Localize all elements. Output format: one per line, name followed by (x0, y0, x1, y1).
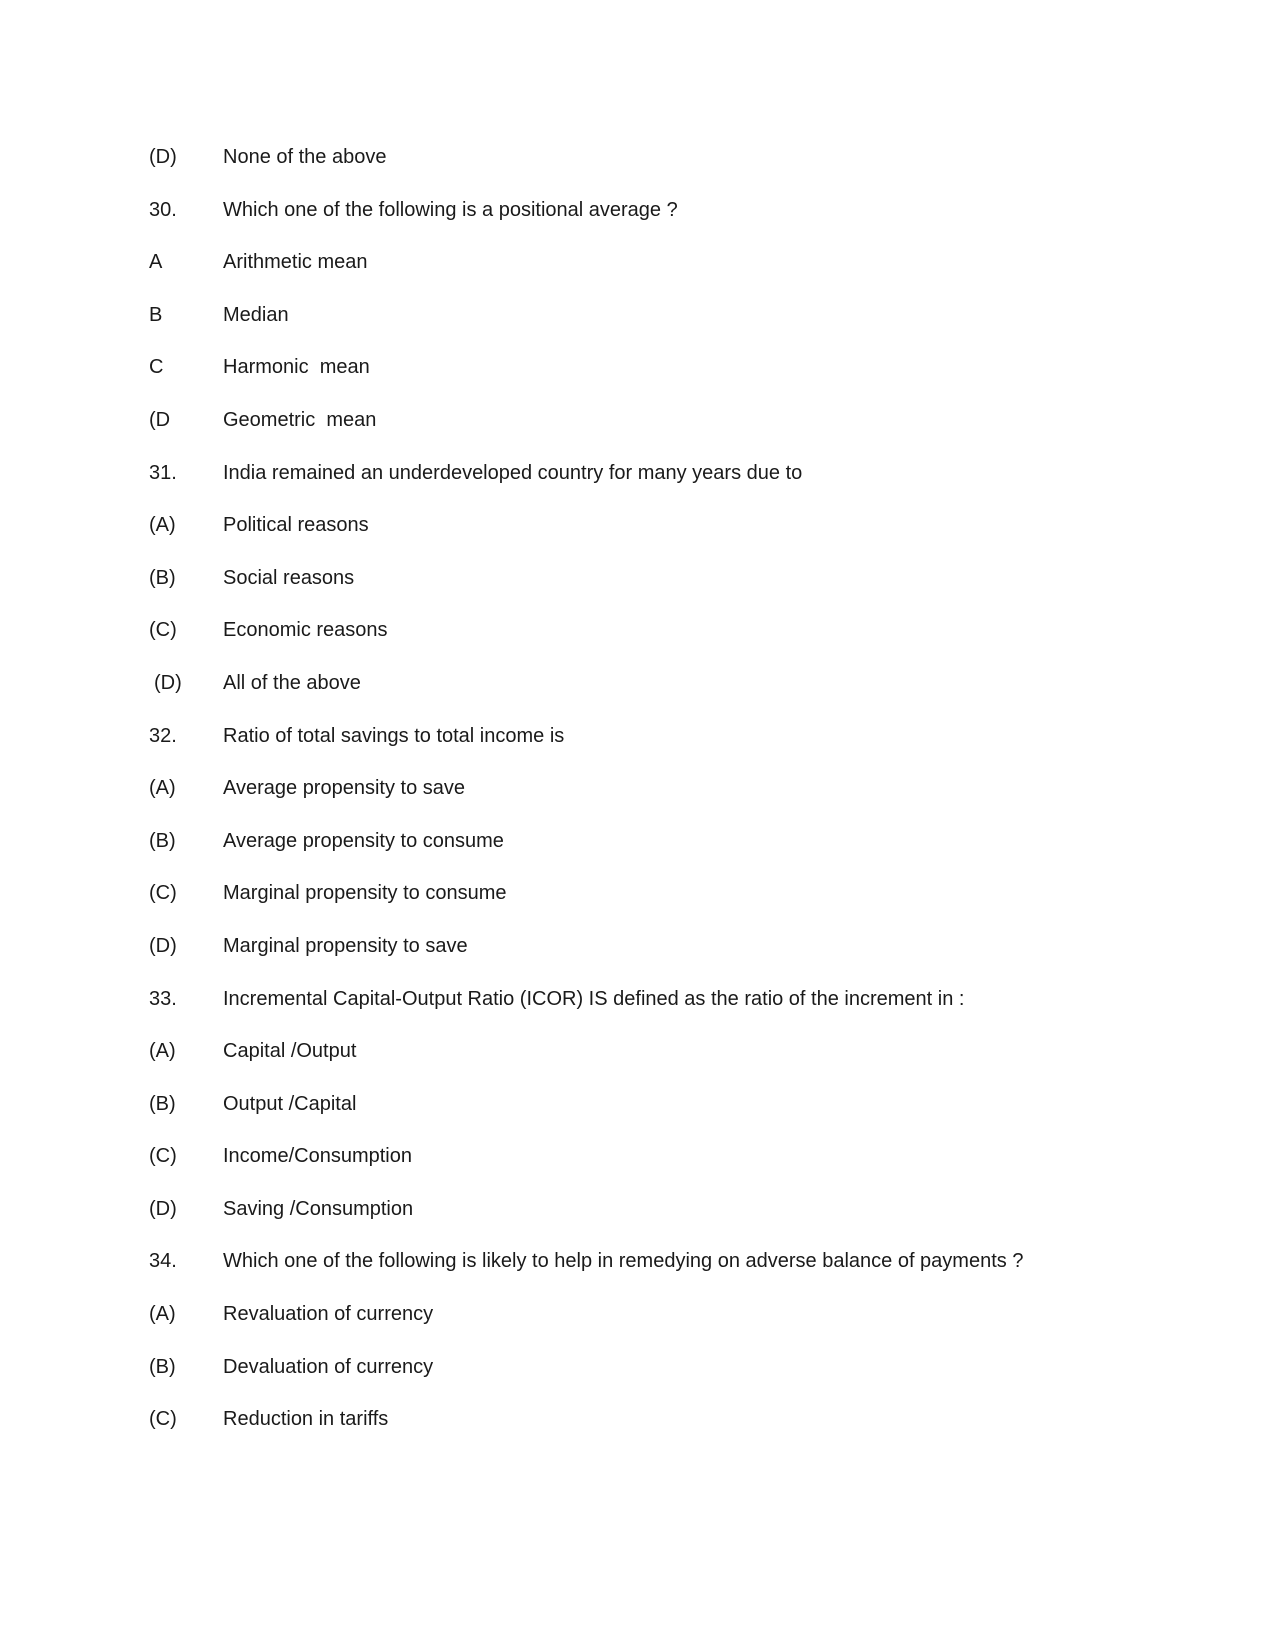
option-text: Median (223, 303, 289, 326)
option-row (0, 933, 1275, 986)
option-label: (B) (149, 1355, 176, 1378)
option-label: (A) (149, 777, 176, 800)
option-text: Reduction in tariffs (223, 1408, 389, 1431)
question-number: 30. (149, 198, 177, 221)
option-text: Output /Capital (223, 1092, 357, 1115)
option-text: Geometric mean (223, 408, 377, 431)
option-label: (B) (149, 829, 176, 852)
option-row (0, 1196, 1275, 1249)
option-label: (D) (149, 934, 177, 957)
option-text: Marginal propensity to consume (223, 882, 507, 905)
option-label: (A) (149, 1303, 176, 1326)
option-label: (B) (149, 1092, 176, 1115)
option-text: None of the above (223, 146, 387, 168)
option-text: Capital /Output (223, 1040, 357, 1063)
option-label: (C) (149, 619, 177, 642)
option-label: (D) (149, 146, 177, 168)
question-number: 34. (149, 1250, 177, 1273)
option-row (0, 407, 1275, 460)
option-row (0, 512, 1275, 565)
option-text: Political reasons (223, 514, 369, 537)
option-row (0, 565, 1275, 618)
option-text: Income/Consumption (223, 1145, 412, 1168)
option-label: A (149, 251, 163, 274)
question-text: Which one of the following is a positional average ? (223, 198, 678, 221)
question-row (0, 986, 1275, 1039)
question-number: 32. (149, 724, 177, 747)
option-row (0, 880, 1275, 933)
option-text: Marginal propensity to save (223, 934, 468, 957)
option-label: (A) (149, 514, 176, 537)
option-label: (A) (149, 1040, 176, 1063)
option-label: (D) (149, 1197, 177, 1220)
option-row (0, 354, 1275, 407)
question-list (0, 144, 1275, 1459)
option-row (0, 1091, 1275, 1144)
option-text: Harmonic mean (223, 356, 370, 379)
option-text: Social reasons (223, 566, 355, 589)
option-label: (C) (149, 882, 177, 905)
question-number: 31. (149, 461, 177, 484)
option-row (0, 302, 1275, 355)
option-text: Devaluation of currency (223, 1355, 434, 1378)
question-text: Ratio of total savings to total income is (223, 724, 565, 747)
question-row (0, 1248, 1275, 1301)
option-row (0, 144, 1275, 197)
option-row (0, 249, 1275, 302)
option-label: B (149, 303, 163, 326)
option-text: Average propensity to consume (223, 829, 504, 852)
option-row (0, 1143, 1275, 1196)
option-text: All of the above (223, 671, 361, 694)
option-label: (D (149, 408, 171, 431)
option-row (0, 617, 1275, 670)
question-row (0, 197, 1275, 250)
option-row (0, 1406, 1275, 1459)
option-label: (C) (149, 1408, 177, 1431)
option-text: Revaluation of currency (223, 1303, 434, 1326)
option-row (0, 828, 1275, 881)
option-text: Average propensity to save (223, 777, 466, 800)
option-row (0, 670, 1275, 723)
option-label: C (149, 356, 164, 379)
question-text: India remained an underdeveloped country for many years due to (223, 461, 803, 484)
question-row (0, 460, 1275, 513)
question-number: 33. (149, 987, 177, 1010)
option-text: Economic reasons (223, 619, 388, 642)
option-label: (C) (149, 1145, 177, 1168)
option-row (0, 775, 1275, 828)
question-text: Which one of the following is likely to help in remedying on adverse balance of payments ? (223, 1250, 1024, 1273)
option-label: (B) (149, 566, 176, 589)
question-text: Incremental Capital-Output Ratio (ICOR) IS defined as the ratio of the increment in : (223, 987, 965, 1010)
option-text: Arithmetic mean (223, 251, 368, 274)
option-row (0, 1038, 1275, 1091)
option-text: Saving /Consumption (223, 1197, 414, 1220)
option-label: (D) (154, 671, 182, 694)
option-row (0, 1301, 1275, 1354)
question-row (0, 723, 1275, 776)
option-row (0, 1354, 1275, 1407)
